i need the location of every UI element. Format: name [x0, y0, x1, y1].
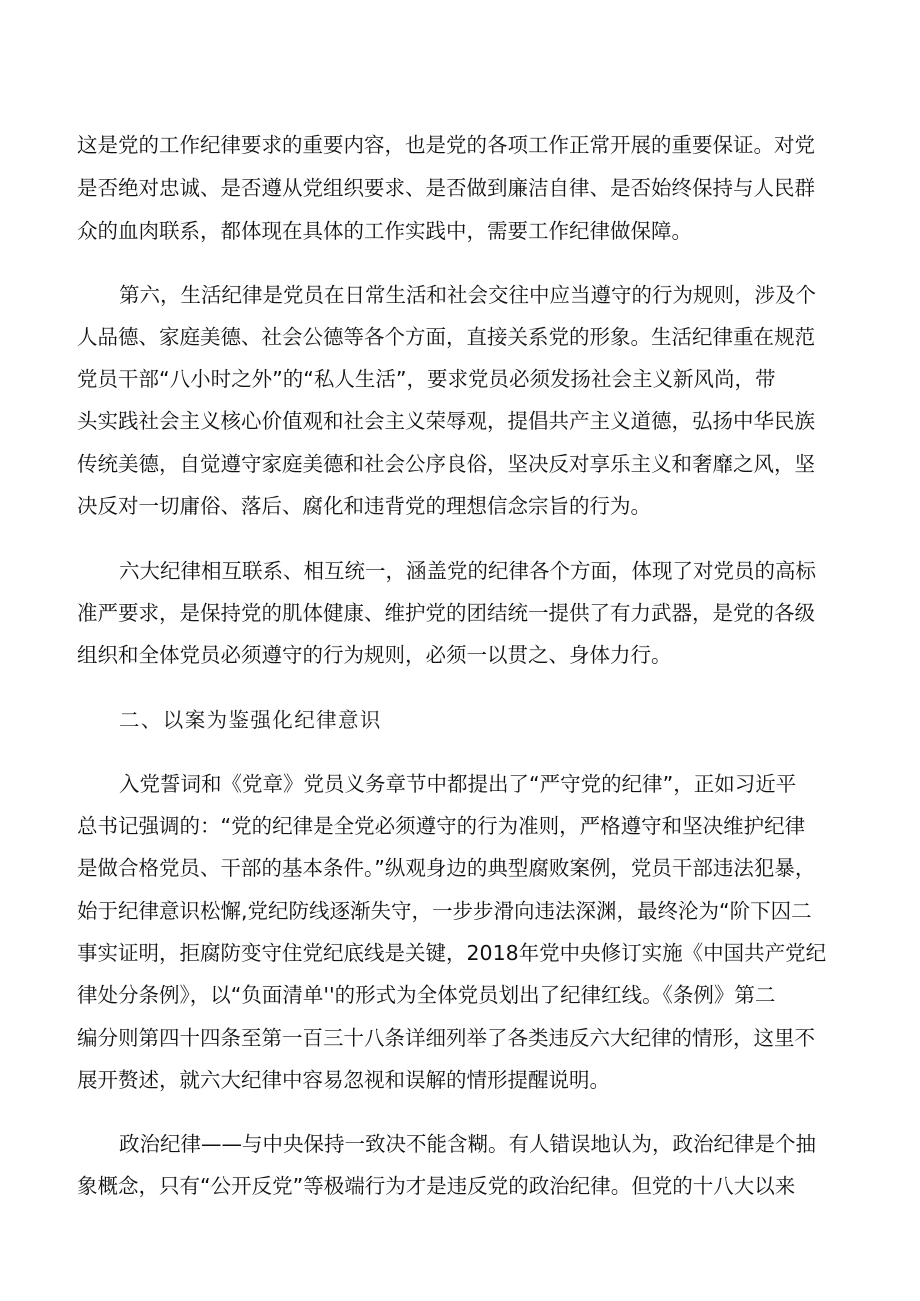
text-line: 传统美德，自觉遵守家庭美德和社会公序良俗，坚决反对享乐主义和奢靡之风，坚: [77, 452, 815, 476]
text-line: 编分则第四十四条至第一百三十八条详细列举了各类违反六大纪律的情形，这里不: [77, 1026, 815, 1050]
section-heading-text: 二、以案为鉴强化纪律意识: [119, 708, 382, 732]
text-line: 这是党的工作纪律要求的重要内容，也是党的各项工作正常开展的重要保证。对党: [77, 133, 815, 157]
text-line: 是做合格党员、干部的基本条件。”纵观身边的典型腐败案例，党员干部违法犯暴，: [77, 856, 816, 880]
text-line: 众的血肉联系，都体现在具体的工作实践中，需要工作纪律做保障。: [77, 219, 692, 243]
text-line: 事实证明，拒腐防变守住党纪底线是关键，2018年党中央修订实施《中国共产党纪: [77, 941, 827, 965]
text-line: 始于纪律意识松懈,党纪防线逐渐失守，一步步滑向违法深渊，最终沦为“阶下囚二: [77, 899, 812, 923]
text-line: 是否绝对忠诚、是否遵从党组织要求、是否做到廉洁自律、是否始终保持与人民群: [77, 176, 815, 200]
text-line: 人品德、家庭美德、社会公德等各个方面，直接关系党的形象。生活纪律重在规范: [77, 325, 815, 349]
text-line: 政治纪律——与中央保持一致决不能含糊。有人错误地认为，政治纪律是个抽: [119, 1132, 816, 1156]
text-line: 展开赘述，就六大纪律中容易忽视和误解的情形提醒说明。: [77, 1068, 610, 1092]
text-line: 六大纪律相互联系、相互统一，涵盖党的纪律各个方面，体现了对党员的高标: [119, 559, 816, 583]
text-line: 第六，生活纪律是党员在日常生活和社会交往中应当遵守的行为规则，涉及个: [119, 283, 816, 307]
text-line: 律处分条例》，以“负面清单''的形式为全体党员划出了纪律红线。《条例》第二: [77, 983, 776, 1007]
text-line: 准严要求，是保持党的肌体健康、维护党的团结统一提供了有力武器，是党的各级: [77, 601, 815, 625]
text-line: 头实践社会主义核心价值观和社会主义荣辱观，提倡共产主义道德，弘扬中华民族: [77, 409, 815, 433]
text-line: 总书记强调的：“党的纪律是全党必须遵守的行为准则，严格遵守和坚决维护纪律: [77, 814, 806, 838]
text-line: 决反对一切庸俗、落后、腐化和违背党的理想信念宗旨的行为。: [77, 494, 651, 518]
text-line: 组织和全体党员必须遵守的行为规则，必须一以贯之、身体力行。: [77, 643, 672, 667]
text-line: 党员干部“八小时之外”的“私人生活”，要求党员必须发扬社会主义新风尚，带: [77, 367, 776, 391]
text-line: 入党誓词和《党章》党员义务章节中都提出了“严守党的纪律”，正如习近平: [119, 772, 797, 796]
text-line: 象概念，只有“公开反党”等极端行为才是违反党的政治纪律。但党的十八大以来: [77, 1174, 796, 1198]
